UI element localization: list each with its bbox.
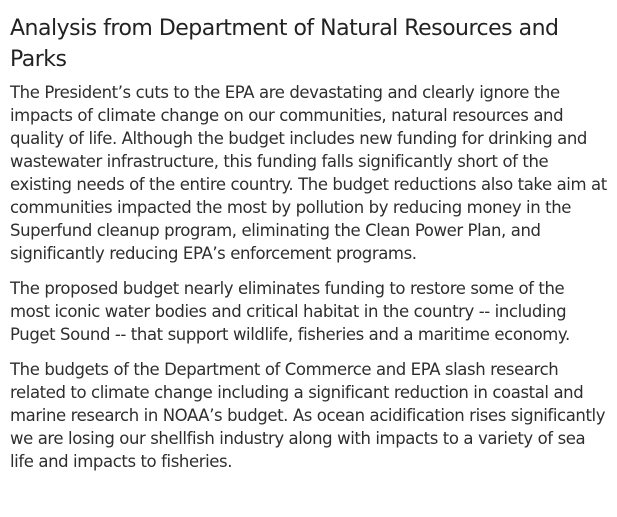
section-heading: Analysis from Department of Natural Resources and Parks <box>10 16 559 72</box>
paragraph-water-bodies: The proposed budget nearly eliminates funding to restore some of the most iconic water bodies and critical habitat in the country -- including Puget Sound -- that support wildlife, fisheries and a maritime economy. <box>10 279 570 344</box>
paragraph-epa-cuts: The President’s cuts to the EPA are devastating and clearly ignore the impacts of climate change on our communities, natural resources and quality of life. Although the budget includes new funding for drinking and wastewater infrastructure, this funding falls significantly short of the existing needs of the entire country. The budget reductions also take aim at communities impacted the most by pollution by reducing money in the Superfund cleanup program, eliminating the Clean Power Plan, and significantly reducing EPA’s enforcement programs. <box>10 83 607 263</box>
paragraph-climate-research: The budgets of the Department of Commerce and EPA slash research related to climate change including a significant reduction in coastal and marine research in NOAA’s budget. As ocean acidification rises significantly we are losing our shellfish industry along with impacts to a variety of sea life and impacts to fisheries. <box>10 360 606 471</box>
